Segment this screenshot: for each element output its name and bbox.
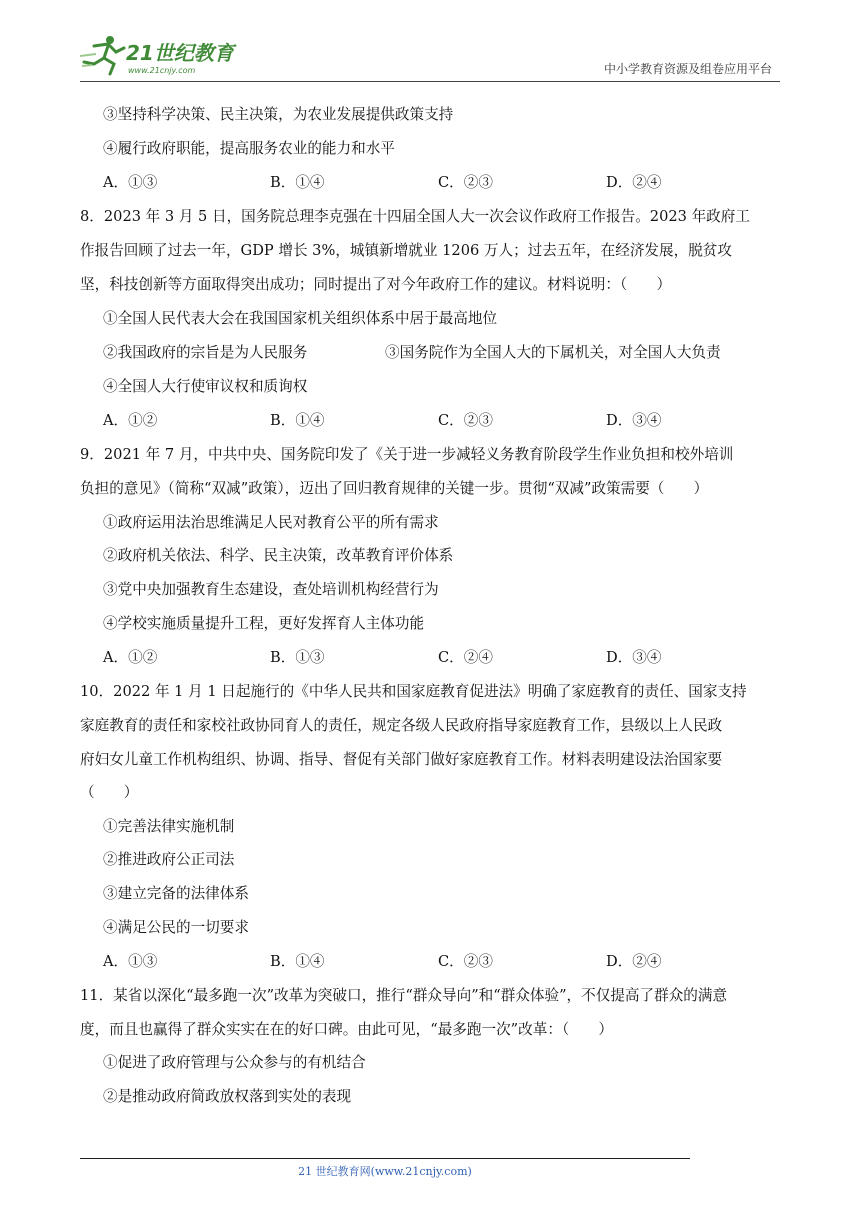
q10-stem-line-4: （ ）: [80, 784, 139, 801]
q8-answer-b: B．①④: [270, 412, 325, 429]
q7-answer-c: C．②③: [438, 174, 493, 191]
q8-answer-a: A．①②: [103, 412, 158, 429]
page-header: [80, 30, 780, 82]
q9-answer-d: D．③④: [606, 649, 662, 666]
q11-stem-line-1: 11．某省以深化“最多跑一次”改革为突破口，推行“群众导向”和“群众体验”，不仅提高了群众的满意: [80, 987, 728, 1004]
q8-option-4: ④全国人大行使审议权和质询权: [103, 378, 308, 395]
q7-answer-b: B．①④: [270, 174, 325, 191]
logo-url: www.21cnjy.com: [128, 66, 196, 75]
q10-option-1: ①完善法律实施机制: [103, 818, 235, 835]
q10-answer-c: C．②③: [438, 953, 493, 970]
q7-answer-d: D．②④: [606, 174, 662, 191]
q9-option-3: ③党中央加强教育生态建设，查处培训机构经营行为: [103, 581, 439, 598]
q8-stem-line-1: 8．2023 年 3 月 5 日，国务院总理李克强在十四届全国人大一次会议作政府工作报告。2023 年政府工: [80, 208, 750, 225]
q8-option-1: ①全国人民代表大会在我国国家机关组织体系中居于最高地位: [103, 310, 498, 327]
q7-answer-a: A．①③: [103, 174, 158, 191]
q10-stem-line-1: 10．2022 年 1 月 1 日起施行的《中华人民共和国家庭教育促进法》明确了家庭教育的责任、国家支持: [80, 683, 747, 700]
q10-stem-line-3: 府妇女儿童工作机构组织、协调、指导、督促有关部门做好家庭教育工作。材料表明建设法治国家要: [80, 751, 723, 768]
q8-answer-c: C．②③: [438, 412, 493, 429]
q8-stem-line-3: 坚，科技创新等方面取得突出成功；同时提出了对今年政府工作的建议。材料说明：（ ）: [80, 276, 672, 293]
q9-option-2: ②政府机关依法、科学、民主决策，改革教育评价体系: [103, 547, 454, 564]
runner-icon: [80, 36, 124, 74]
footer-divider: [80, 1158, 690, 1159]
platform-name: 中小学教育资源及组卷应用平台: [603, 62, 772, 76]
q10-option-4: ④满足公民的一切要求: [103, 919, 249, 936]
q10-option-3: ③建立完备的法律体系: [103, 885, 249, 902]
q8-option-2: ②我国政府的宗旨是为人民服务: [103, 344, 308, 361]
q9-stem-line-1: 9．2021 年 7 月，中共中央、国务院印发了《关于进一步减轻义务教育阶段学生作业负担和校外培训: [80, 446, 734, 463]
q9-option-4: ④学校实施质量提升工程，更好发挥育人主体功能: [103, 615, 425, 632]
q10-stem-line-2: 家庭教育的责任和家校社政协同育人的责任，规定各级人民政府指导家庭教育工作，县级以上人民政: [80, 717, 723, 734]
q7-option-4: ④履行政府职能，提高服务农业的能力和水平: [103, 140, 395, 157]
q9-option-1: ①政府运用法治思维满足人民对教育公平的所有需求: [103, 514, 439, 531]
q8-option-3: ③国务院作为全国人大的下属机关，对全国人大负责: [385, 344, 721, 361]
q8-stem-line-2: 作报告回顾了过去一年，GDP 增长 3%，城镇新增就业 1206 万人；过去五年，在经济发展，脱贫攻: [80, 242, 732, 259]
q10-answer-d: D．②④: [606, 953, 662, 970]
logo-text: 21世纪教育: [126, 41, 234, 65]
q7-option-3: ③坚持科学决策、民主决策，为农业发展提供政策支持: [103, 106, 454, 123]
q11-stem-line-2: 度，而且也赢得了群众实实在在的好口碑。由此可见，“最多跑一次”改革：（ ）: [80, 1021, 613, 1038]
q9-answer-a: A．①②: [103, 649, 158, 666]
page-footer: 21 世纪教育网(www.21cnjy.com): [298, 1165, 472, 1178]
q11-option-2: ②是推动政府简政放权落到实处的表现: [103, 1088, 352, 1105]
q8-answer-d: D．③④: [606, 412, 662, 429]
q10-answer-a: A．①③: [103, 953, 158, 970]
q9-stem-line-2: 负担的意见》（简称“双减”政策），迈出了回归教育规律的关键一步。贯彻“双减”政策需要（ ）: [80, 480, 709, 497]
q10-answer-b: B．①④: [270, 953, 325, 970]
q9-answer-c: C．②④: [438, 649, 493, 666]
site-logo: [80, 32, 240, 76]
q9-answer-b: B．①③: [270, 649, 325, 666]
q11-option-1: ①促进了政府管理与公众参与的有机结合: [103, 1054, 366, 1071]
header-divider: [80, 81, 780, 82]
q10-option-2: ②推进政府公正司法: [103, 851, 235, 868]
